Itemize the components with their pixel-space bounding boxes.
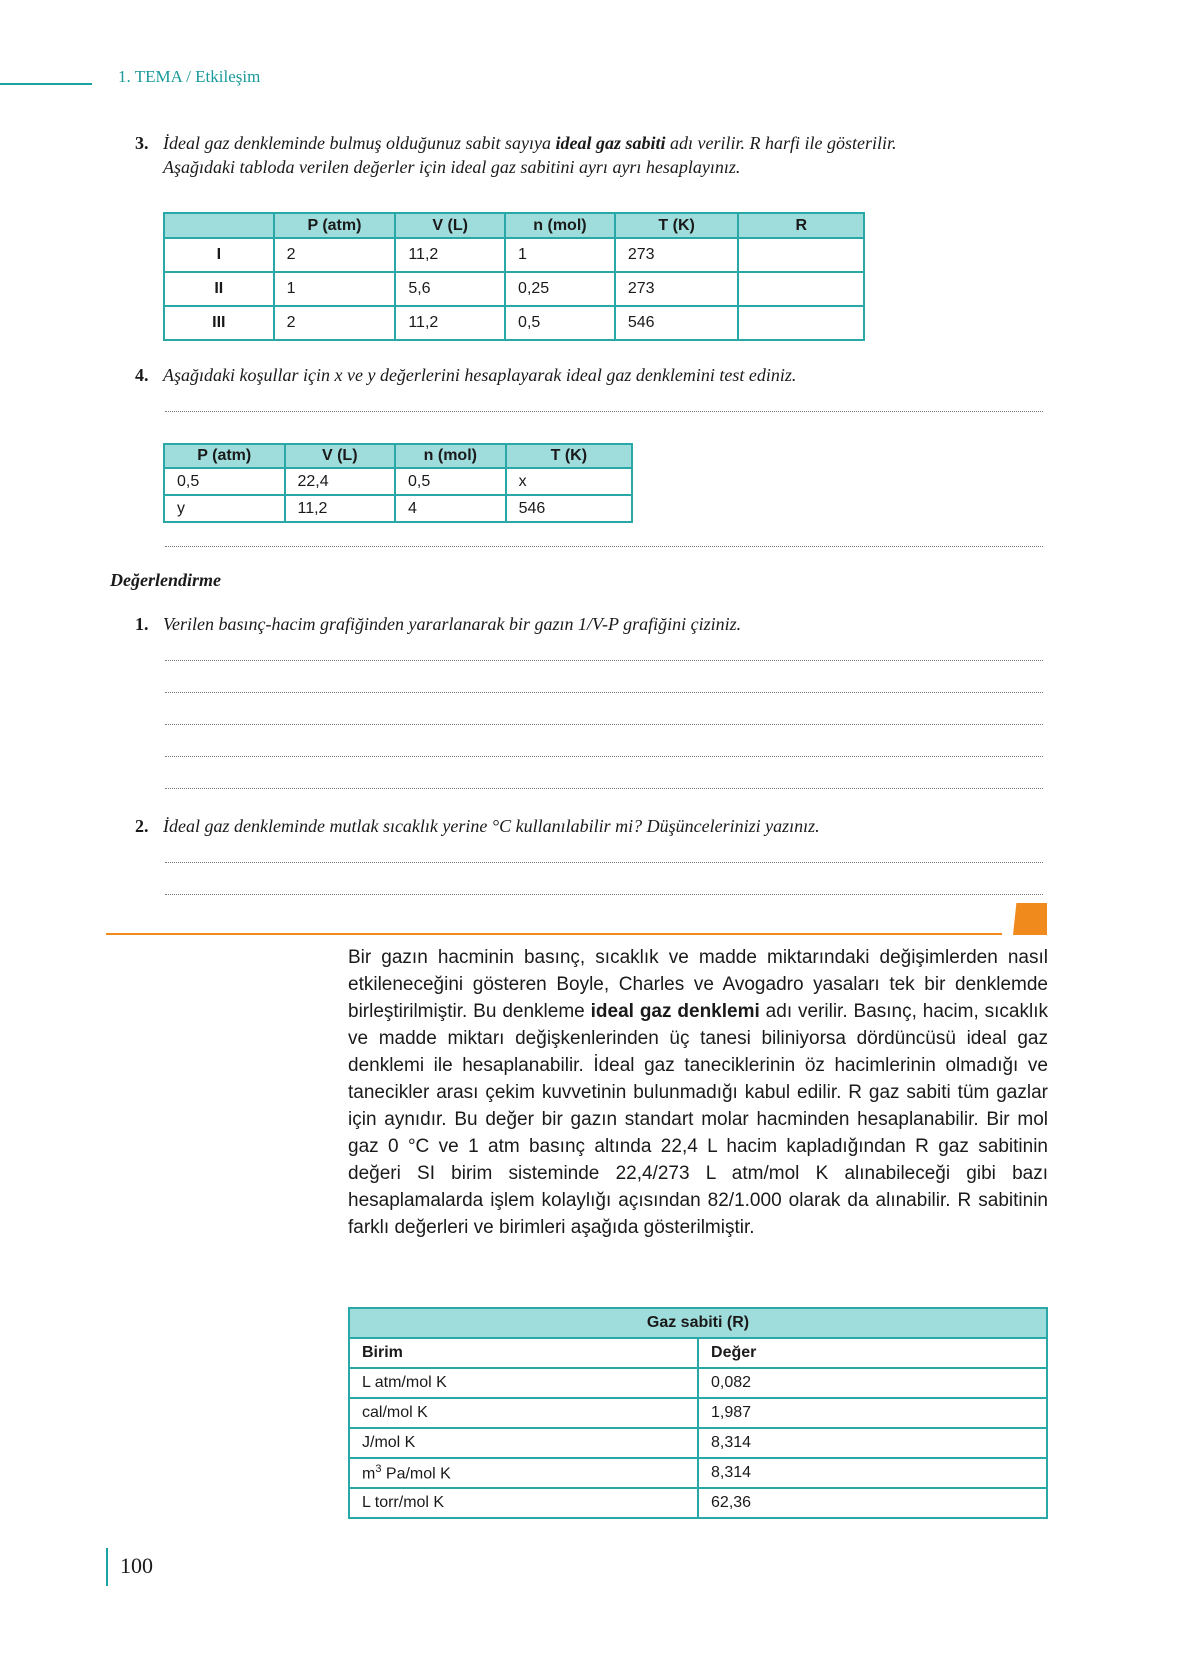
- table-row: [164, 238, 864, 272]
- emphasis-term: ideal gaz sabiti: [555, 133, 666, 153]
- question-number: 2.: [135, 816, 149, 836]
- answer-line: [165, 411, 1043, 412]
- info-divider: [106, 933, 1002, 935]
- value-cell: 8,314: [698, 1428, 1047, 1458]
- info-marker: [1013, 903, 1047, 935]
- question-4: [135, 363, 1035, 389]
- question-text: Verilen basınç-hacim grafiğinden yararlanarak bir gazın 1/V-P grafiğini çiziniz.: [163, 614, 742, 634]
- table-row: [349, 1398, 1047, 1428]
- table-title: Gaz sabiti (R): [349, 1308, 1047, 1338]
- unit-cell: [349, 1458, 698, 1488]
- table-cell: 0,5: [395, 468, 506, 495]
- evaluation-question-2: [135, 814, 1035, 840]
- table-cell: [738, 306, 864, 340]
- answer-line: [165, 788, 1043, 789]
- table-header-row: [164, 444, 632, 468]
- table-gas-constant-values: [348, 1307, 1048, 1519]
- table-header-cell: T (K): [506, 444, 632, 468]
- table-header-row: [164, 213, 864, 238]
- answer-line: [165, 692, 1043, 693]
- table-header-cell: n (mol): [505, 213, 615, 238]
- table-row: [349, 1428, 1047, 1458]
- value-cell: 8,314: [698, 1458, 1047, 1488]
- table-row: [164, 272, 864, 306]
- table-cell: 0,5: [505, 306, 615, 340]
- table-cell: x: [506, 468, 632, 495]
- table-header-cell: V (L): [395, 213, 505, 238]
- table-header-cell: Değer: [698, 1338, 1047, 1368]
- value-cell: 62,36: [698, 1488, 1047, 1518]
- table-header-cell: P (atm): [164, 444, 285, 468]
- table-cell: 0,25: [505, 272, 615, 306]
- question-number: 1.: [135, 614, 149, 634]
- unit-cell: L atm/mol K: [349, 1368, 698, 1398]
- text-part: adı verilir. R harfi ile gösterilir.: [665, 133, 897, 153]
- info-paragraph: [348, 944, 1048, 1241]
- table-cell: 11,2: [395, 306, 505, 340]
- table-cell: 11,2: [285, 495, 396, 522]
- table-header-cell: n (mol): [395, 444, 506, 468]
- table-ideal-gas-constant: [163, 212, 865, 341]
- table-cell: 546: [615, 306, 739, 340]
- question-text-line1: [163, 131, 896, 155]
- table-cell: 273: [615, 272, 739, 306]
- unit-exponent: 3: [375, 1462, 382, 1475]
- table-cell: 11,2: [395, 238, 505, 272]
- answer-line: [165, 894, 1043, 895]
- unit-part: m: [362, 1465, 376, 1483]
- table-header-cell: P (atm): [274, 213, 396, 238]
- table-header-cell: R: [738, 213, 864, 238]
- table-cell: 2: [274, 238, 396, 272]
- table-row: [164, 468, 632, 495]
- table-cell: 1: [505, 238, 615, 272]
- unit-part: Pa/mol K: [381, 1465, 451, 1483]
- question-number: 3.: [135, 133, 149, 153]
- row-label: II: [164, 272, 274, 306]
- table-row: [164, 306, 864, 340]
- table-cell: [738, 272, 864, 306]
- table-xy-conditions: [163, 443, 633, 523]
- answer-line: [165, 756, 1043, 757]
- text-part: İdeal gaz denkleminde bulmuş olduğunuz sabit sayıya: [163, 133, 556, 153]
- table-cell: 546: [506, 495, 632, 522]
- question-text: Aşağıdaki koşullar için x ve y değerlerini hesaplayarak ideal gaz denklemini test ediniz.: [163, 365, 797, 385]
- value-cell: 1,987: [698, 1398, 1047, 1428]
- table-cell: 273: [615, 238, 739, 272]
- table-row: [164, 495, 632, 522]
- table-header-cell: V (L): [285, 444, 396, 468]
- row-label: I: [164, 238, 274, 272]
- unit-cell: cal/mol K: [349, 1398, 698, 1428]
- chapter-title: 1. TEMA / Etkileşim: [118, 67, 261, 86]
- table-cell: 5,6: [395, 272, 505, 306]
- page-number: 100: [120, 1553, 153, 1578]
- answer-line: [165, 660, 1043, 661]
- unit-cell: L torr/mol K: [349, 1488, 698, 1518]
- table-cell: 4: [395, 495, 506, 522]
- unit-cell: J/mol K: [349, 1428, 698, 1458]
- text-part: adı verilir. Basınç, hacim, sıcaklık ve madde miktarı değişkenlerinden üç tanesi biliniyorsa dördüncüsü ideal gaz denklemi ile hesaplanabilir. İdeal gaz taneciklerinin öz hacimlerinin olmadığı ve tanecikler arası çekim kuvvetinin bulunmadığı kabul edilir. R gaz sabiti tüm gazlar için aynıdır. Bu değer bir gazın standart molar hacminden hesaplanabilir. Bir mol gaz 0 °C ve 1 atm basınç altında 22,4 L hacim kapladığından R gaz sabitinin değeri SI birim sisteminde 22,4/273 L atm/mol K alınabileceği gibi bazı hesaplamalarda işlem kolaylığı açısından 82/1.000 olarak da alınabilir. R sabitinin farklı değerleri ve birimleri aşağıda gösterilmiştir.: [348, 1001, 1048, 1238]
- table-header-cell: T (K): [615, 213, 739, 238]
- table-row: [349, 1368, 1047, 1398]
- page-number-rule: [106, 1548, 108, 1586]
- question-text: İdeal gaz denkleminde mutlak sıcaklık yerine °C kullanılabilir mi? Düşüncelerinizi yazınız.: [163, 816, 820, 836]
- question-3: [135, 131, 1035, 181]
- answer-line: [165, 724, 1043, 725]
- table-header-cell: [164, 213, 274, 238]
- table-cell: 1: [274, 272, 396, 306]
- table-header-cell: Birim: [349, 1338, 698, 1368]
- question-text-line2: Aşağıdaki tabloda verilen değerler için ideal gaz sabitini ayrı ayrı hesaplayınız.: [163, 157, 741, 177]
- table-cell: [738, 238, 864, 272]
- table-row: [349, 1458, 1047, 1488]
- table-cell: y: [164, 495, 285, 522]
- question-number: 4.: [135, 365, 149, 385]
- section-title: Değerlendirme: [110, 570, 221, 590]
- header-rule: [0, 83, 92, 85]
- row-label: III: [164, 306, 274, 340]
- table-cell: 22,4: [285, 468, 396, 495]
- emphasis-term: ideal gaz denklemi: [590, 1001, 760, 1022]
- text-part: Bir gazın hacminin basınç, sıcaklık ve madde miktarındaki değişimlerden nasıl etkileneceğini gösteren Boyle, Charles ve Avogadro yasaları tek bir denklemde birleştirilmiştir. Bu denkleme: [348, 947, 1048, 1022]
- evaluation-question-1: [135, 612, 1035, 638]
- table-header-row: [349, 1338, 1047, 1368]
- table-title-row: [349, 1308, 1047, 1338]
- answer-line: [165, 546, 1043, 547]
- answer-line: [165, 862, 1043, 863]
- table-cell: 0,5: [164, 468, 285, 495]
- table-row: [349, 1488, 1047, 1518]
- value-cell: 0,082: [698, 1368, 1047, 1398]
- table-cell: 2: [274, 306, 396, 340]
